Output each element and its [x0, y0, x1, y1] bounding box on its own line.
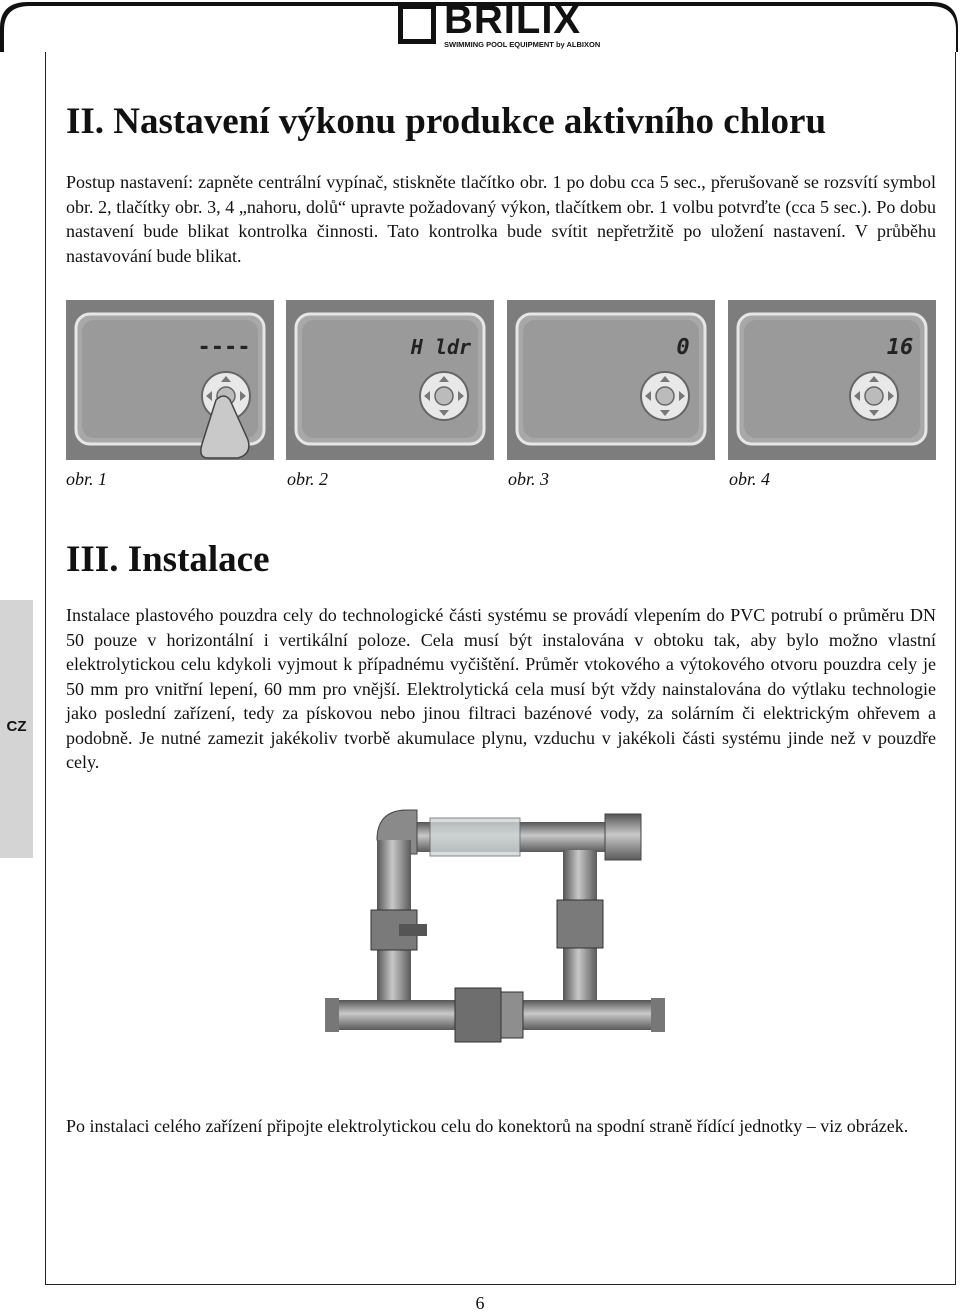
section-2-paragraph: Postup nastavení: zapněte centrální vypínač, stiskněte tlačítko obr. 1 po dobu cca 5 sec., přerušovaně se rozsvítí symbol obr. 2, tlačítky obr. 3, 4 „nahoru, dolů“ upravte požadovaný výkon, tlačítkem obr. 1 volbu potvrďte (cca 5 sec.). Po dobu nastavení bude blikat kontrolka činnosti. Tato kontrolka bude svítit nepřetržitě po uložení nastavení. V průběhu nastavování bude blikat.: [66, 172, 936, 266]
language-tab-label: CZ: [6, 718, 27, 735]
figure-1: [66, 300, 274, 460]
control-panel-figures: [66, 300, 936, 460]
section-3-paragraph: Instalace plastového pouzdra cely do technologické části systému se provádí vlepením do PVC potrubí o průměru DN 50 pouze v horizontální i vertikální poloze. Cela musí být instalována v obtoku tak, aby bylo možno vlastní elektrolytickou celu kdykoli vyjmout k případnému vyčištění. Průměr vtokového a výtokového otvoru pouzdra cely je 50 mm pro vnitřní lepení, 60 mm pro vnější. Elektrolytická cela musí být vždy nainstalována do výtlaku technologie jako poslední zařízení, tedy za pískovou nebo jinou filtraci bazénové vody, za solárním či elektrickým ohřevem a podobně. Je nutné zamezit jakékoliv tvorbě akumulace plynu, vzduchu v jakékoli části systému jinde než v pouzdře cely.: [66, 605, 936, 772]
figure-2-display: H ldr: [410, 335, 472, 359]
figure-4: [728, 300, 936, 460]
section-2-title: II. Nastavení výkonu produkce aktivního chloru: [66, 101, 827, 142]
figure-4-caption: obr. 4: [729, 469, 771, 489]
figure-1-display: ----: [197, 335, 251, 360]
figure-2: [286, 300, 494, 460]
figure-4-display: 16: [886, 335, 914, 360]
logo-word: BRILIX: [444, 0, 582, 42]
logo-tagline: SWIMMING POOL EQUIPMENT by ALBIXON: [444, 40, 601, 49]
figure-3-display: 0: [676, 335, 690, 360]
header-band: [0, 0, 960, 52]
figure-1-caption: obr. 1: [66, 469, 108, 489]
section-3-title: III. Instalace: [66, 539, 270, 580]
page-number: 6: [475, 1293, 485, 1313]
figure-3-caption: obr. 3: [508, 469, 550, 489]
figure-3: [507, 300, 715, 460]
logo-square-icon: [398, 4, 436, 44]
section-3-paragraph-2: Po instalaci celého zařízení připojte elektrolytickou celu do konektorů na spodní straně řídící jednotky – viz obrázek.: [66, 1116, 909, 1136]
pipe-installation-photo: [325, 800, 665, 1060]
figure-2-caption: obr. 2: [287, 469, 329, 489]
brilix-logo: [398, 0, 610, 52]
